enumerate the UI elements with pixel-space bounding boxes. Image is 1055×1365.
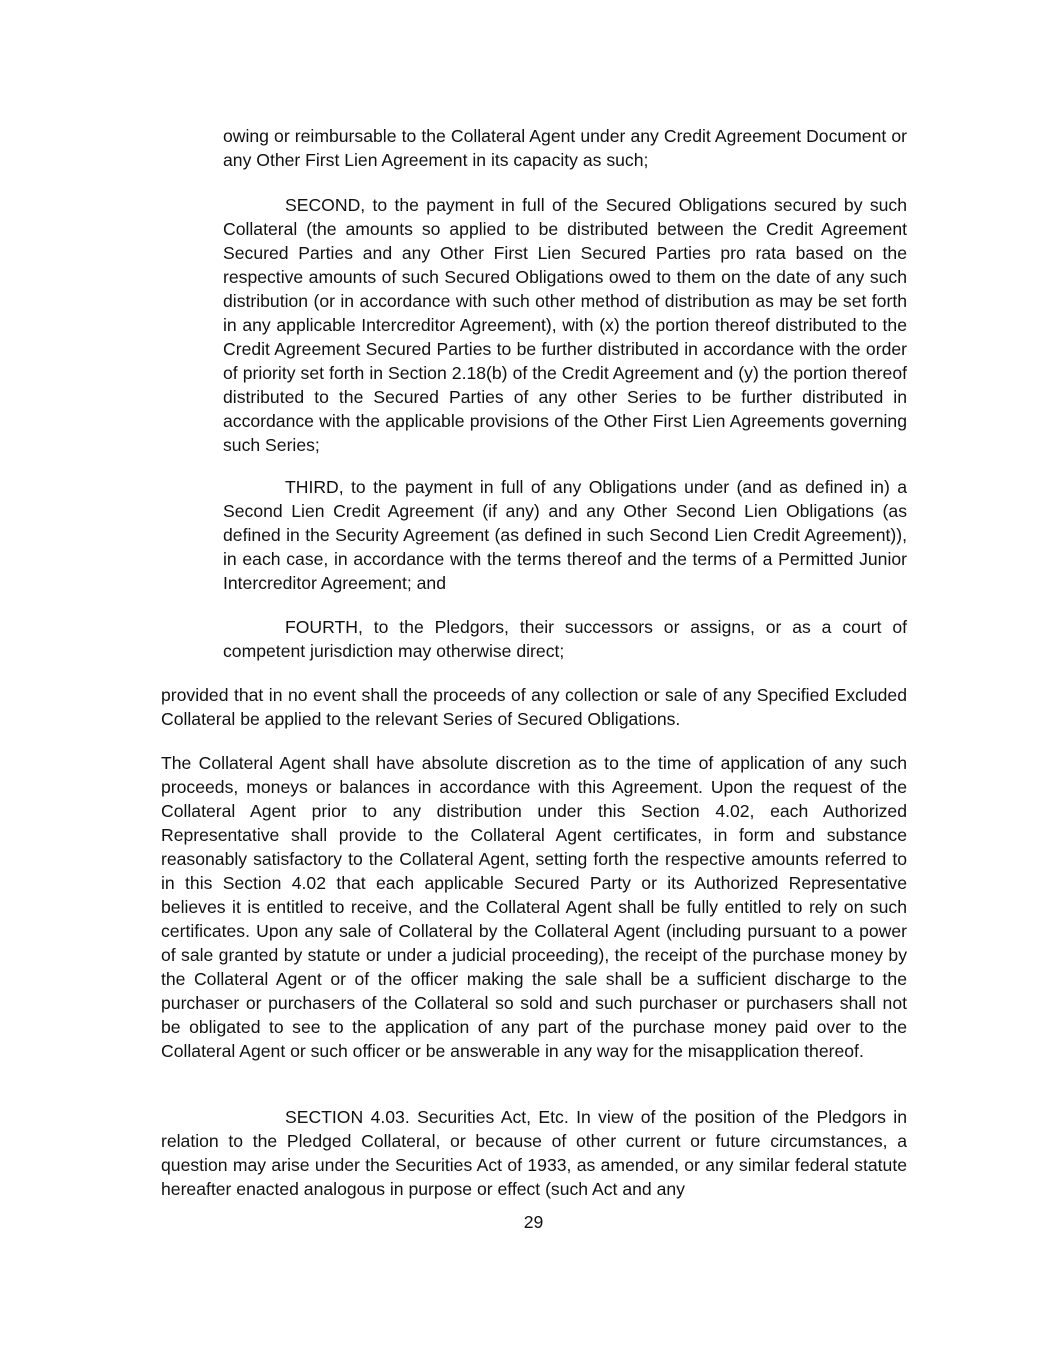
- paragraph-second-priority: SECOND, to the payment in full of the Secured Obligations secured by such Collateral (the amounts so applied to be distributed between the Credit Agreement Secured Parties and any Other First Lien Secured Parties pro rata based on the respective amounts of such Secured Obligations owed to them on the date of any such distribution (or in accordance with such other method of distribution as may be set forth in any applicable Intercreditor Agreement), with (x) the portion thereof distributed to the Credit Agreement Secured Parties to be further distributed in accordance with the order of priority set forth in Section 2.18(b) of the Credit Agreement and (y) the portion thereof distributed to the Secured Parties of any other Series to be further distributed in accordance with the applicable provisions of the Other First Lien Agreements governing such Series;: [223, 195, 907, 455]
- paragraph-collateral-agent-discretion: The Collateral Agent shall have absolute discretion as to the time of application of any such proceeds, moneys or balances in accordance with this Agreement. Upon the request of the Collateral Agent prior to any distribution under this Section 4.02, each Authorized Representative shall provide to the Collateral Agent certificates, in form and substance reasonably satisfactory to the Collateral Agent, setting forth the respective amounts referred to in this Section 4.02 that each applicable Secured Party or its Authorized Representative believes it is entitled to receive, and the Collateral Agent shall be fully entitled to rely on such certificates. Upon any sale of Collateral by the Collateral Agent (including pursuant to a power of sale granted by statute or under a judicial proceeding), the receipt of the purchase money by the Collateral Agent or of the officer making the sale shall be a sufficient discharge to the purchaser or purchasers of the Collateral so sold and such purchaser or purchasers shall not be obligated to see to the application of any part of the purchase money paid over to the Collateral Agent or such officer or be answerable in any way for the misapplication thereof.: [161, 753, 907, 1061]
- paragraph-fourth-priority: FOURTH, to the Pledgors, their successors or assigns, or as a court of competent jurisdiction may otherwise direct;: [223, 617, 907, 661]
- paragraph-first-continuation: owing or reimbursable to the Collateral Agent under any Credit Agreement Document or any Other First Lien Agreement in its capacity as such;: [223, 126, 907, 170]
- paragraph-section-4-03: SECTION 4.03. Securities Act, Etc. In view of the position of the Pledgors in relation to the Pledged Collateral, or because of other current or future circumstances, a question may arise under the Securities Act of 1933, as amended, or any similar federal statute hereafter enacted analogous in purpose or effect (such Act and any: [161, 1107, 907, 1199]
- paragraph-third-priority: THIRD, to the payment in full of any Obligations under (and as defined in) a Second Lien Credit Agreement (if any) and any Other Second Lien Obligations (as defined in the Security Agreement (as defined in such Second Lien Credit Agreement)), in each case, in accordance with the terms thereof and the terms of a Permitted Junior Intercreditor Agreement; and: [223, 477, 907, 593]
- paragraph-proviso: provided that in no event shall the proceeds of any collection or sale of any Specified Excluded Collateral be applied to the relevant Series of Secured Obligations.: [161, 685, 907, 729]
- page-number: 29: [523, 1212, 544, 1232]
